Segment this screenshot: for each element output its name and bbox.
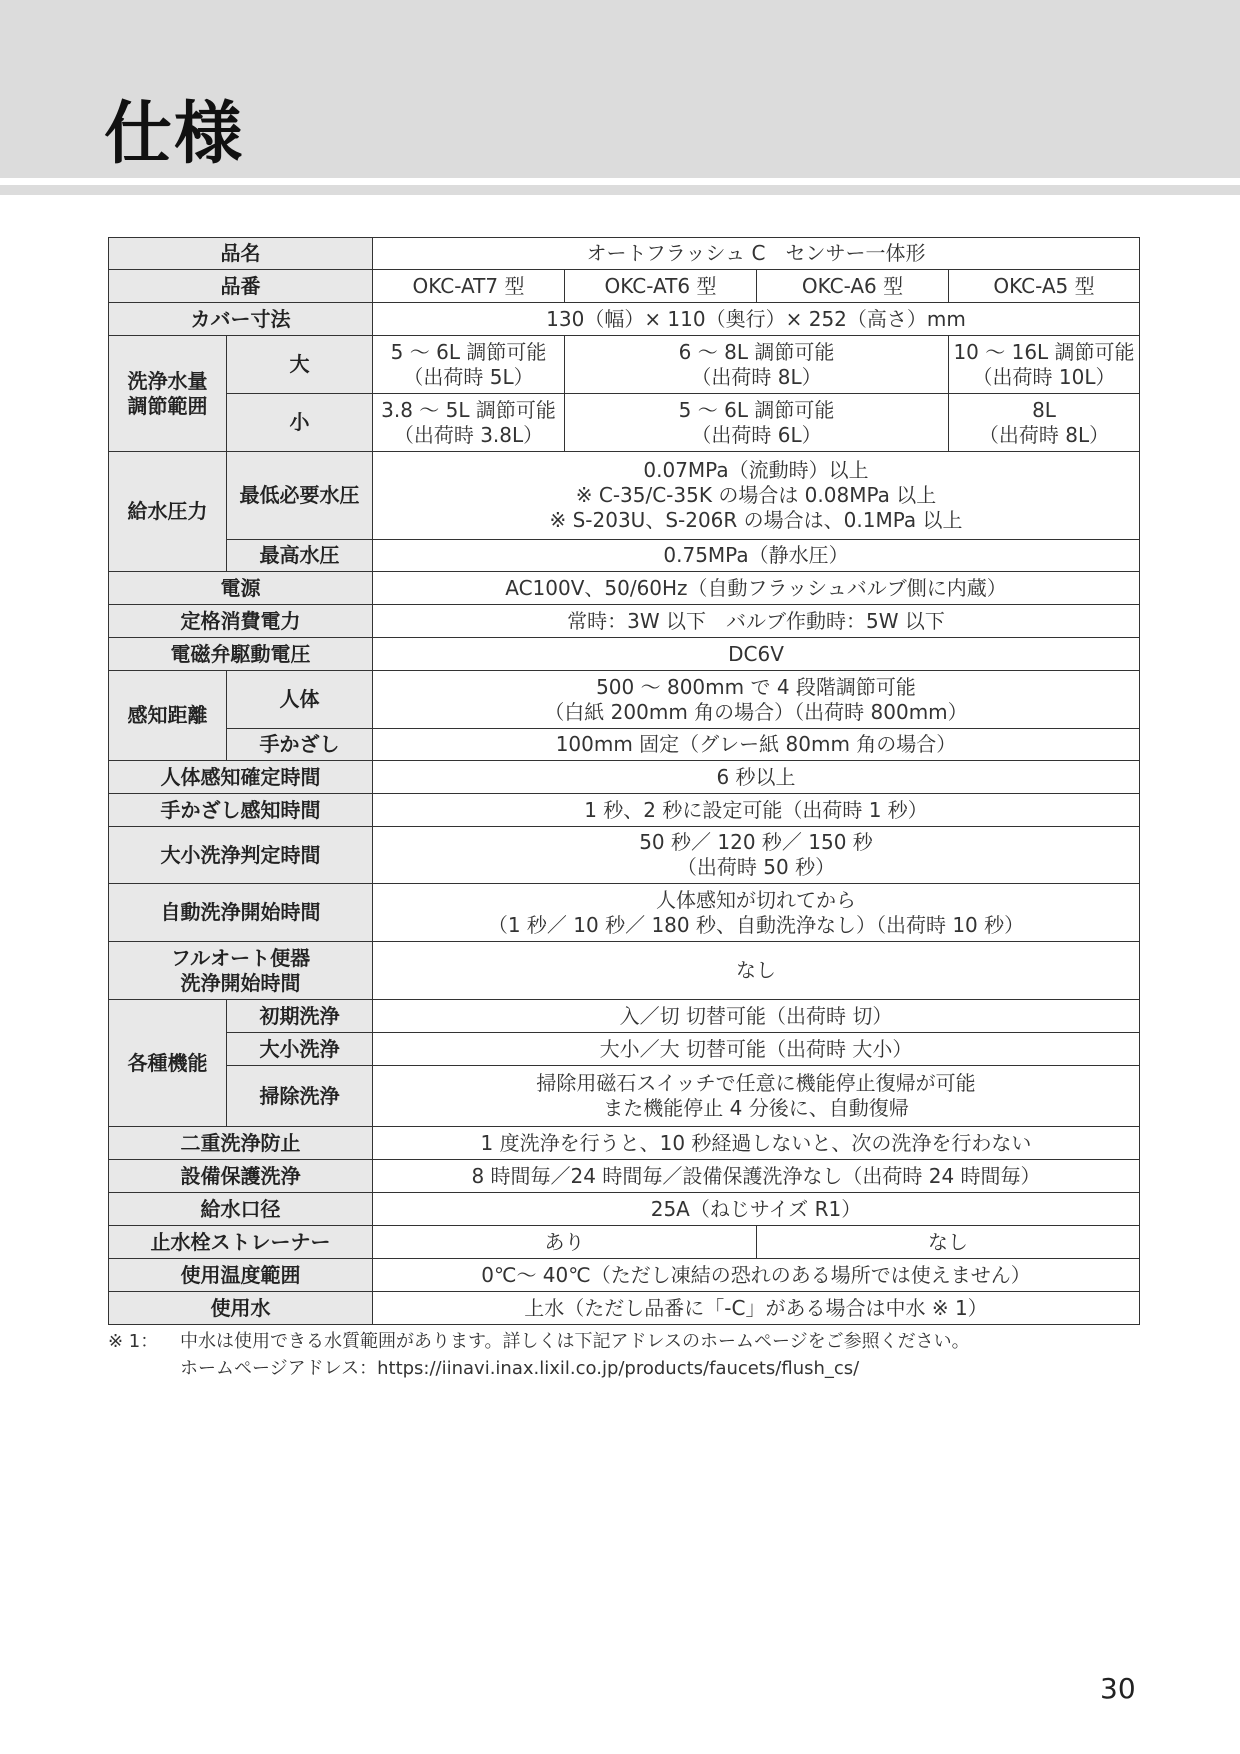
row-label: 電磁弁駆動電圧 [109,638,373,671]
spec-table [108,237,1140,1325]
row-label: カバー寸法 [109,303,373,336]
table-row [109,1226,1140,1259]
table-row [109,1292,1140,1325]
row-label: 品名 [109,238,373,270]
row-value [373,1066,1140,1127]
value-line: （出荷時 50 秒） [676,855,836,879]
row-label: 使用水 [109,1292,373,1325]
table-row [109,638,1140,671]
row-value: 1 秒、2 秒に設定可能（出荷時 1 秒） [373,794,1140,827]
row-value: オートフラッシュ C センサー一体形 [373,238,1140,270]
row-label: 手かざし感知時間 [109,794,373,827]
value-line: 500 ～ 800mm で 4 段階調節可能 [596,674,916,699]
row-value: なし [757,1226,1140,1259]
value-line: ※ S-203U、S-206R の場合は、0.1MPa 以上 [549,508,963,532]
row-value: 130（幅）× 110（奥行）× 252（高さ）mm [373,303,1140,336]
value-line: （出荷時 3.8L） [393,422,544,447]
footnote-mark: ※ 1： [108,1331,159,1352]
value-line: 人体感知が切れてから [656,887,856,912]
table-row [109,270,1140,303]
group-label: 給水圧力 [109,452,227,572]
table-row [109,942,1140,1000]
row-label: 止水栓ストレーナー [109,1226,373,1259]
row-value: 0.75MPa（静水圧） [373,540,1140,572]
value-line: ※ C-35/C-35K の場合は 0.08MPa 以上 [575,483,937,507]
row-value [565,394,949,452]
row-label: 自動洗浄開始時間 [109,884,373,942]
table-row [109,1033,1140,1066]
footnote-line [108,1355,970,1382]
value-line: （出荷時 8L） [691,364,822,389]
row-label: 給水口径 [109,1193,373,1226]
table-row [109,1000,1140,1033]
table-row [109,729,1140,761]
footnote-url-text: ホームページアドレス：https://iinavi.inax.lixil.co.jp/products/faucets/flush_cs/ [180,1358,860,1379]
table-row [109,336,1140,394]
table-row [109,761,1140,794]
row-label: 人体感知確定時間 [109,761,373,794]
sub-label: 初期洗浄 [227,1000,373,1033]
value-line: 0.07MPa（流動時）以上 [643,458,869,482]
table-row [109,1066,1140,1127]
row-label: 大小洗浄判定時間 [109,827,373,884]
sub-label: 最低必要水圧 [227,452,373,540]
group-label-line: 洗浄水量 [127,368,208,393]
row-value: 入／切 切替可能（出荷時 切） [373,1000,1140,1033]
sub-label: 大小洗浄 [227,1033,373,1066]
header-divider [0,185,1240,195]
table-row [109,572,1140,605]
row-value [373,336,565,394]
table-row [109,1193,1140,1226]
page-number: 30 [1100,1672,1136,1705]
row-value: 25A（ねじサイズ R1） [373,1193,1140,1226]
footnote [108,1328,970,1382]
sub-label: 小 [227,394,373,452]
value-line: （白紙 200mm 角の場合）（出荷時 800mm） [544,699,968,724]
row-value: 6 秒以上 [373,761,1140,794]
row-value: 100mm 固定（グレー紙 80mm 角の場合） [373,729,1140,761]
sub-label: 大 [227,336,373,394]
label-line: 洗浄開始時間 [180,970,301,995]
value-line: また機能停止 4 分後に、自動復帰 [603,1096,909,1120]
value-line: 8L [1032,397,1056,422]
model-cell: OKC-AT6 型 [565,270,757,303]
row-value: 8 時間毎／24 時間毎／設備保護洗浄なし（出荷時 24 時間毎） [373,1160,1140,1193]
group-label [109,336,227,452]
row-value: 常時：3W 以下 バルブ作動時：5W 以下 [373,605,1140,638]
footnote-indent [108,1355,180,1382]
table-row [109,394,1140,452]
value-line: 3.8 ～ 5L 調節可能 [381,397,556,422]
value-line: （出荷時 8L） [978,422,1110,447]
sub-label: 人体 [227,671,373,729]
row-value [949,394,1140,452]
footnote-text: 中水は使用できる水質範囲があります。詳しくは下記アドレスのホームページをご参照ください。 [180,1331,970,1352]
table-row [109,605,1140,638]
row-value: 大小／大 切替可能（出荷時 大小） [373,1033,1140,1066]
row-label: 定格消費電力 [109,605,373,638]
table-row [109,452,1140,540]
value-line: （出荷時 5L） [403,364,534,389]
table-row [109,1160,1140,1193]
group-label: 感知距離 [109,671,227,761]
table-row [109,1127,1140,1160]
sub-label: 手かざし [227,729,373,761]
row-value [373,671,1140,729]
row-value: なし [373,942,1140,1000]
value-line: 10 ～ 16L 調節可能 [953,339,1135,364]
row-label: 電源 [109,572,373,605]
row-label: 使用温度範囲 [109,1259,373,1292]
row-value [373,827,1140,884]
page-title: 仕様 [104,95,245,174]
value-line: 5 ～ 6L 調節可能 [390,339,547,364]
value-line: （出荷時 6L） [691,422,822,447]
value-line: 掃除用磁石スイッチで任意に機能停止復帰が可能 [536,1071,976,1095]
row-value [373,452,1140,540]
value-line: 6 ～ 8L 調節可能 [678,339,835,364]
model-cell: OKC-AT7 型 [373,270,565,303]
group-label: 各種機能 [109,1000,227,1127]
row-value [565,336,949,394]
row-label: 設備保護洗浄 [109,1160,373,1193]
row-value [373,884,1140,942]
row-value: あり [373,1226,757,1259]
table-row [109,794,1140,827]
row-value: DC6V [373,638,1140,671]
value-line: 50 秒／ 120 秒／ 150 秒 [639,830,873,854]
table-row [109,884,1140,942]
model-cell: OKC-A6 型 [757,270,949,303]
row-value [373,394,565,452]
row-value: 上水（ただし品番に「-C」がある場合は中水 ※ 1） [373,1292,1140,1325]
table-row [109,827,1140,884]
group-label-line: 調節範囲 [127,393,208,418]
value-line: （出荷時 10L） [972,364,1116,389]
row-label [109,942,373,1000]
row-label: 品番 [109,270,373,303]
table-row [109,671,1140,729]
row-value: 1 度洗浄を行うと、10 秒経過しないと、次の洗浄を行わない [373,1127,1140,1160]
row-value [949,336,1140,394]
sub-label: 掃除洗浄 [227,1066,373,1127]
sub-label: 最高水圧 [227,540,373,572]
model-cell: OKC-A5 型 [949,270,1140,303]
row-value: 0℃～ 40℃（ただし凍結の恐れのある場所では使えません） [373,1259,1140,1292]
table-row [109,540,1140,572]
table-row [109,238,1140,270]
row-value: AC100V、50/60Hz（自動フラッシュバルブ側に内蔵） [373,572,1140,605]
value-line: （1 秒／ 10 秒／ 180 秒、自動洗浄なし）（出荷時 10 秒） [487,912,1025,937]
value-line: 5 ～ 6L 調節可能 [678,397,835,422]
footnote-line [108,1328,970,1355]
table-row [109,1259,1140,1292]
table-row [109,303,1140,336]
row-label: 二重洗浄防止 [109,1127,373,1160]
label-line: フルオート便器 [170,945,311,970]
